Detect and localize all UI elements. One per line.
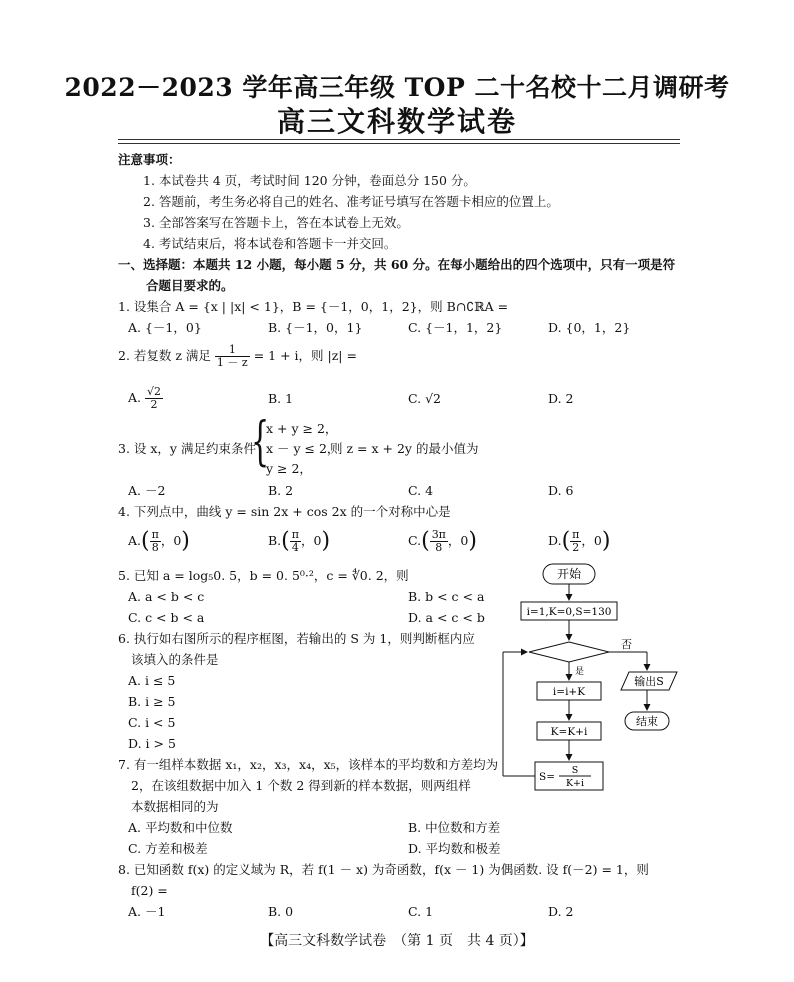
header-rule-bottom xyxy=(118,143,680,144)
q5-option-b: B. b < c < a xyxy=(408,589,485,604)
question-5-stem: 5. 已知 a = log₅0. 5，b = 0. 5⁰·²，c = ∜0. 2，则 xyxy=(118,568,409,583)
question-1-stem: 1. 设集合 A = {x | |x| < 1}，B = {－1，0，1，2}，则 B∩∁ℝA = xyxy=(118,299,509,314)
exam-title-line1: 2022－2023 学年高三年级 TOP 二十名校十二月调研考 xyxy=(64,73,730,102)
q4-option-c: C.( $\frac{3\pi}{8}$ ，0) xyxy=(408,528,477,554)
q2-option-a: A. $\frac{√2}{2}$ xyxy=(128,385,162,411)
q5-option-c: C. c < b < a xyxy=(128,610,205,625)
q3-brace: { xyxy=(251,412,270,472)
q5-option-d: D. a < c < b xyxy=(408,610,485,625)
q3-option-c: C. 4 xyxy=(408,483,434,498)
page-footer: 【高三文科数学试卷 （第 1 页 共 4 页）】 xyxy=(260,933,534,949)
q1-option-c: C. {－1，1，2} xyxy=(408,320,503,335)
q3-option-d: D. 6 xyxy=(548,483,574,498)
question-7-stem-cont: 2，在该组数据中加入 1 个数 2 得到新的样本数据，则两组样 xyxy=(131,778,471,793)
question-8-stem-cont: f(2) = xyxy=(131,883,168,898)
notice-heading: 注意事项： xyxy=(118,152,181,167)
q8-option-d: D. 2 xyxy=(548,904,574,919)
q8-option-a: A. －1 xyxy=(128,904,166,919)
q4-option-b: B.( $\frac{\pi}{4}$ ，0) xyxy=(268,528,331,554)
q5-option-a: A. a < b < c xyxy=(128,589,205,604)
q8-option-b: B. 0 xyxy=(268,904,294,919)
q6-option-a: A. i ≤ 5 xyxy=(128,673,176,688)
flow-step3-left: S= xyxy=(539,771,555,783)
section-heading: 一、选择题：本题共 12 小题，每小题 5 分，共 60 分。在每小题给出的四个选项中，只有一项是符 xyxy=(118,257,676,272)
flow-step1-label: i=i+K xyxy=(552,686,586,698)
question-7-stem: 7. 有一组样本数据 x₁，x₂，x₃，x₄，x₅，该样本的平均数和方差均为 xyxy=(118,757,499,772)
q8-option-c: C. 1 xyxy=(408,904,434,919)
flow-no-label: 否 xyxy=(621,638,632,651)
q2-option-c: C. √2 xyxy=(408,391,441,406)
q3-constraint: x － y ≤ 2， xyxy=(266,441,340,456)
question-8-stem: 8. 已知函数 f(x) 的定义域为 R，若 f(1 － x) 为奇函数，f(x － 1) 为偶函数. 设 f(－2) = 1，则 xyxy=(118,862,649,877)
question-2-stem: 2. 若复数 z 满足 $\frac{1}{1 - z}$ = 1 + i，则 |z| = xyxy=(118,343,357,369)
q3-constraint: x + y ≥ 2， xyxy=(266,421,338,436)
question-7-stem-cont2: 本数据相同的为 xyxy=(131,799,219,814)
q3-option-a: A. －2 xyxy=(128,483,166,498)
flow-output-label: 输出S xyxy=(634,675,664,688)
flow-init-label: i=1,K=0,S=130 xyxy=(526,606,612,618)
q4-option-a: A.( $\frac{\pi}{8}$ ，0) xyxy=(128,528,190,554)
question-6-stem-cont: 该填入的条件是 xyxy=(131,652,219,667)
header-rule-top xyxy=(118,139,680,140)
notice-item: 3. 全部答案写在答题卡上，答在本试卷上无效。 xyxy=(143,215,409,230)
q6-option-b: B. i ≥ 5 xyxy=(128,694,176,709)
flow-yes-label: 是 xyxy=(575,667,585,677)
q7-option-c: C. 方差和极差 xyxy=(128,841,208,856)
program-flowchart xyxy=(495,560,705,800)
question-3-stem-a: 3. 设 x，y 满足约束条件 xyxy=(118,441,256,456)
flow-end-label: 结束 xyxy=(636,715,658,728)
notice-item: 1. 本试卷共 4 页，考试时间 120 分钟，卷面总分 150 分。 xyxy=(143,173,476,188)
q6-option-c: C. i < 5 xyxy=(128,715,176,730)
notice-item: 2. 答题前，考生务必将自己的姓名、准考证号填写在答题卡相应的位置上。 xyxy=(143,194,559,209)
q7-option-b: B. 中位数和方差 xyxy=(408,820,501,835)
flow-decision-diamond xyxy=(529,642,609,662)
q6-option-d: D. i > 5 xyxy=(128,736,176,751)
question-6-stem: 6. 执行如右图所示的程序框图，若输出的 S 为 1，则判断框内应 xyxy=(118,631,475,646)
question-4-stem: 4. 下列点中，曲线 y = sin 2x + cos 2x 的一个对称中心是 xyxy=(118,504,451,519)
flow-step3-den: K+i xyxy=(565,778,585,789)
q1-option-a: A. {－1，0} xyxy=(128,320,202,335)
q2-option-d: D. 2 xyxy=(548,391,574,406)
q3-option-b: B. 2 xyxy=(268,483,294,498)
q7-option-d: D. 平均数和极差 xyxy=(408,841,501,856)
q4-option-d: D.( $\frac{\pi}{2}$ ，0) xyxy=(548,528,611,554)
exam-title-line2: 高三文科数学试卷 xyxy=(276,105,517,138)
q1-option-d: D. {0，1，2} xyxy=(548,320,631,335)
section-heading-cont: 合题目要求的。 xyxy=(146,278,234,293)
question-3-stem-b: 则 z = x + 2y 的最小值为 xyxy=(330,441,479,456)
q7-option-a: A. 平均数和中位数 xyxy=(128,820,233,835)
q1-option-b: B. {－1，0，1} xyxy=(268,320,363,335)
q2-option-b: B. 1 xyxy=(268,391,294,406)
flow-step2-label: K=K+i xyxy=(550,726,588,738)
q3-constraint: y ≥ 2， xyxy=(266,461,312,476)
flow-step3-num: S xyxy=(571,765,579,776)
flow-start-label: 开始 xyxy=(556,567,582,581)
notice-item: 4. 考试结束后，将本试卷和答题卡一并交回。 xyxy=(143,236,397,251)
q2-fraction: $\frac{1}{1 - z}$ xyxy=(216,343,248,369)
